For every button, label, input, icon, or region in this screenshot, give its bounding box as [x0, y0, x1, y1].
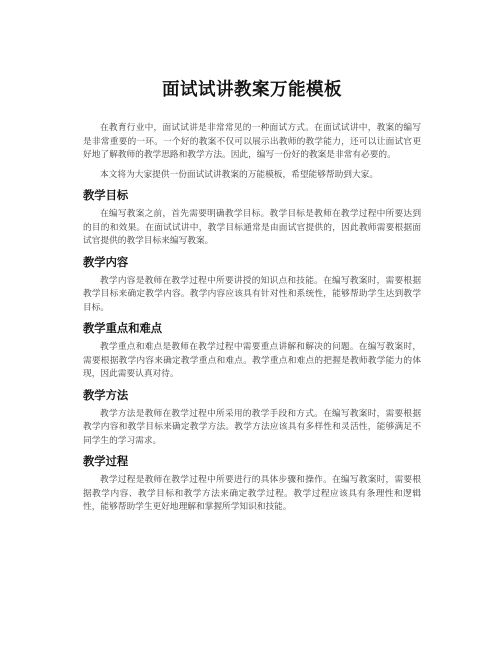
section-key-points — [83, 321, 421, 382]
document-title: 面试试讲教案万能模板 — [162, 80, 342, 100]
section-paragraph: 教学方法是教师在教学过程中所采用的教学手段和方式。在编写教案时，需要根据教学内容和教学目标来确定教学方法。教学方法应该具有多样性和灵活性，能够满足不同学生的学习需求。 — [83, 408, 421, 446]
section-heading: 教学重点和难点 — [83, 322, 163, 335]
section-paragraph: 在编写教案之前，首先需要明确教学目标。教学目标是教师在教学过程中所要达到的目的和效果。在面试试讲中，教学目标通常是由面试官提供的，因此教师需要根据面试官提供的教学目标来编写教案。 — [83, 209, 421, 246]
section-teaching-content — [83, 255, 421, 316]
section-teaching-process — [83, 454, 421, 515]
section-teaching-methods — [83, 388, 421, 449]
section-heading: 教学目标 — [83, 189, 129, 202]
section-teaching-objectives — [83, 188, 421, 249]
section-paragraph: 教学内容是教师在教学过程中所要讲授的知识点和技能。在编写教案时，需要根据教学目标来确定教学内容。教学内容应该具有针对性和系统性，能够帮助学生达到教学目标。 — [83, 275, 421, 313]
section-heading: 教学方法 — [83, 388, 129, 402]
section-heading: 教学内容 — [83, 255, 129, 269]
intro-paragraph-2: 本文将为大家提供一份面试试讲教案的万能模板，希望能够帮助到大家。 — [100, 169, 378, 180]
section-paragraph: 教学重点和难点是教师在教学过程中需要重点讲解和解决的问题。在编写教案时，需要根据教学内容来确定教学重点和难点。教学重点和难点的把握是教师教学能力的体现，因此需要认真对待。 — [83, 342, 421, 379]
intro-paragraph-1: 在教育行业中，面试试讲是非常常见的一种面试方式。在面试试讲中，教案的编写是非常重要的一环。一个好的教案不仅可以展示出教师的教学能力，还可以让面试官更好地了解教师的教学思路和教学方法。因此，编写一份好的教案是非常有必要的。 — [83, 123, 421, 160]
section-paragraph: 教学过程是教师在教学过程中所要进行的具体步骤和操作。在编写教案时，需要根据教学内容、教学目标和教学方法来确定教学过程。教学过程应该具有条理性和逻辑性，能够帮助学生更好地理解和掌握所学知识和技能。 — [83, 475, 421, 512]
section-heading: 教学过程 — [83, 455, 129, 468]
